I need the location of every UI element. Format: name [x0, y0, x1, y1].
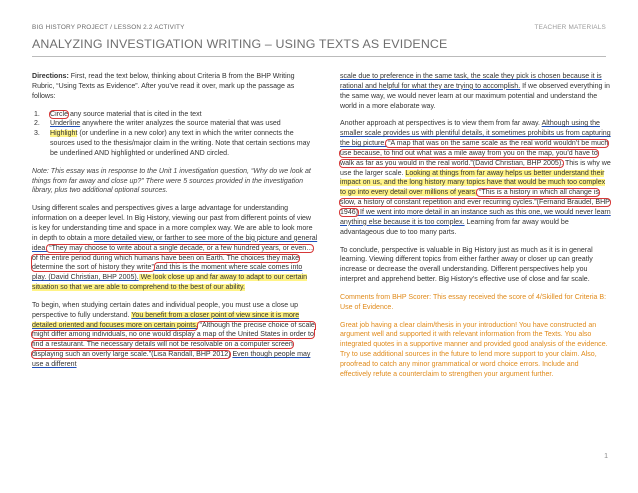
scorer-comments-score: Comments from BHP Scorer: This essay received the score of 4/Skilled for Criteria B: Use of Evidence. — [340, 293, 607, 311]
essay-paragraph-close-up-cont: scale due to preference in the same task, the scale they pick is chosen because it is rational and helpful for what they are trying to accomplish. If we observed everything in the same way, we would never learn at our maximum potential and understand the world in a more elaborate way. — [340, 73, 610, 110]
essay-paragraph-close-up: To begin, when studying certain dates and individual people, you must use a close up perspective to fully understand. You benefit from a closer point of view since it is more detailed oriented and focuses more on certain points. “Although the precise choice of scale might differ among individuals, no one would display a map of the United States in order to find a restaurant. The necessary details will not be resolvable on a computer screen displaying such an overly large scale.”(Lisa Randall, BHP 2012) Even though people may use a different — [32, 301, 315, 368]
highlight-keyword: Highlight — [50, 130, 78, 138]
essay-paragraph-intro: Using different scales and perspectives gives a large advantage for understanding information on a deeper level. In Big History, viewing our past from different points of view is key for understanding time and space in a more complex way. We are able to look more in depth to obtain a more detailed view, or farther to see more of the big picture and general idea. “They may choose to write about a single decade, or a few hundred years, or even…of the entire period during which humans have been on Earth. The choices they make determine the sort of history they write” and this is the moment where scale comes into play. (David Christian, BHP 2005). We look close up and far away to adapt to our certain situation so that we are able to comprehend to the best of our ability. — [32, 205, 318, 292]
direction-item-underline: 2. Underline anywhere the writer analyzes the source material that was used — [34, 120, 281, 128]
cited-source-circle: “A map that was on the same scale as the real world wouldn’t be much use because, to find out what was a mile away from you on the map, you’d have to walk as far as you would in the real world.”(David Christian, BHP 2005). — [340, 140, 609, 167]
directions-list — [32, 110, 318, 159]
directions-paragraph — [32, 72, 318, 102]
header-divider — [32, 56, 606, 57]
essay-paragraph-far-away: Another approach at perspectives is to view them from far away. Although using the smaller scale provides us with plentiful details, it sometimes prohibits us from capturing the big picture. “A map that was on the same scale as the real world wouldn’t be much use because, to find out what was a mile away from you on the map, you’d have to walk as far as you would in the real world.”(David Christian, BHP 2005). This is why we use the larger scale. Looking at things from far away helps us better understand their impact on us, and the long history many topics have that would be much too complex to go into every detail over millions of years. “This is a history in which all change is slow, a history of constant repetition and ever recurring cycles.”(Fernand Braudel, BHP 1946) If we went into more detail in an instance such as this one, we would never learn anything else because it is too complex. Learning from far away would be advantageous due to too many parts. — [340, 120, 611, 236]
directions-lead: Directions: — [32, 73, 69, 80]
scorer-comments-feedback: Great job having a clear claim/thesis in your introduction! You have constructed an argument well and supported it with relevant information from the Texts. You also integrated quotes in a supportive manner and provided good analysis of the evidence. Try to use additional sources in the future to lend more support to your claim. Also, proofread to catch any minor grammatical or word choice errors. Include and effectively refute a counterclaim to strengthen your argument further. — [340, 321, 608, 378]
direction-item-circle: 1. Circle any source material that is cited in the text — [34, 110, 202, 118]
page-title: ANALYZING INVESTIGATION WRITING – USING TEXTS AS EVIDENCE — [32, 37, 448, 51]
analysis-underline: Even though people may use a different — [32, 351, 311, 368]
analysis-underline: and this is the moment where scale comes into play. (David Christian, BHP 2005). — [32, 264, 303, 282]
right-column — [340, 72, 611, 388]
cited-source-circle: “Although the precise choice of scale might differ among individuals, no one would display a map of the United States in order to find a restaurant. The necessary details will not be resolvable on a computer screen displaying such an overly large scale.”(Lisa Randall, BHP 2012) — [32, 321, 315, 359]
thesis-highlight: We look close up and far away to adapt to our certain situation so that we are able to comprehend to the best of our ability. — [32, 274, 307, 292]
directions-intro: First, read the text below, thinking about Criteria B from the BHP Writing Rubric, “Using Texts as Evidence”. After you’ve read it over, mark up the passage as follows: — [32, 73, 295, 100]
underline-keyword: Underline — [50, 120, 81, 128]
thesis-highlight: You benefit from a closer point of view since it is more detailed oriented and focuses more on certain points. — [32, 311, 300, 329]
page-number: 1 — [604, 453, 608, 460]
direction-item-highlight: 3. Highlight (or underline in a new color) any text in which the writer connects the sources used to the thesis/major claim in the writing. Note that certain sections may be underlined AND highlighted or underlined AND circled. — [34, 130, 311, 157]
essay-paragraph-conclusion: To conclude, perspective is valuable in Big History just as much as it is in general learning. Viewing different topics from either farther away or closer up can greatly increase or decrease the overall understanding. Different perspectives help you interpret and apprehend better. Big History’s effective use of close and far scale. — [340, 246, 593, 284]
cited-source-circle: “This is a history in which all change is slow, a history of constant repetition and ever recurring cycles.”(Fernand Braudel, BHP 1946) — [340, 189, 610, 216]
analysis-underline: If we went into more detail in an instance such as this one, we would never learn anything else because it is too complex. — [340, 208, 611, 226]
analysis-underline: Although using the smaller scale provides us with plentiful details, it sometimes prohibits us from capturing the big picture. — [340, 120, 611, 148]
header-eyebrow: BIG HISTORY PROJECT / LESSON 2.2 ACTIVITY — [32, 24, 185, 31]
left-column — [32, 72, 318, 378]
directions-note: Note: This essay was in response to the Unit 1 investigation question, “Why do we look at things from far away and close up?” There were 5 sources provided in the investigation library, plus two additional optional sources. — [32, 167, 311, 195]
teacher-materials-label: TEACHER MATERIALS — [534, 24, 606, 31]
analysis-underline: more detailed view, or farther to see more of the big picture and general idea. — [32, 234, 318, 252]
thesis-highlight: Looking at things from far away helps us better understand their impact on us, and the long history many topics have that would be much too complex to go into every detail over millions of years. — [340, 169, 606, 197]
cited-source-circle: “They may choose to write about a single decade, or a few hundred years, or even…of the entire period during which humans have been on Earth. The choices they make determine the sort of history they write” — [32, 244, 314, 272]
page-header — [32, 24, 606, 34]
analysis-underline: scale due to preference in the same task, the scale they pick is chosen because it is rational and helpful for what they are trying to accomplish. — [340, 73, 602, 90]
circle-keyword: Circle — [50, 110, 69, 118]
